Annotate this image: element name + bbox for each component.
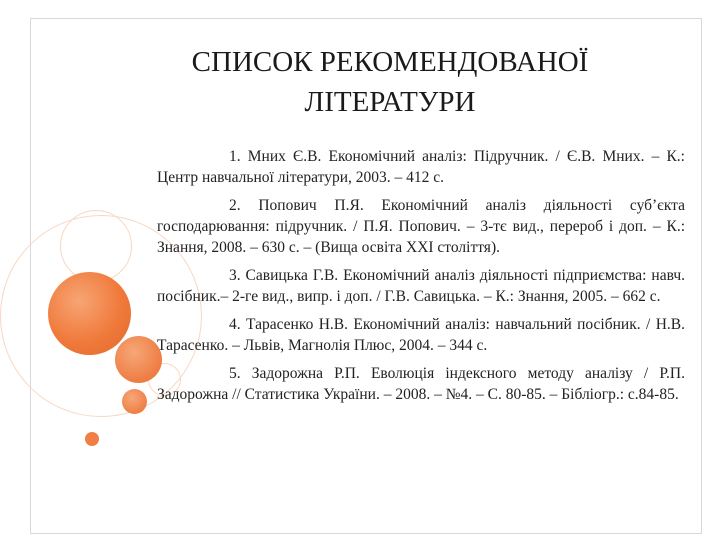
- reference-item-3: 3. Савицька Г.В. Економічний аналіз діяльності підприємства: навч. посібник.– 2-ге вид., випр. і доп. / Г.В. Савицька. – К.: Знання, 2005. – 662 с.: [157, 267, 685, 305]
- reference-item-5: 5. Задорожна Р.П. Еволюція індексного методу аналізу / Р.П. Задорожна // Статистика України. – 2008. – №4. – С. 80-85. – Бібліогр.: с.84-85.: [157, 365, 685, 403]
- reference-item-1: 1. Мних Є.В. Економічний аналіз: Підручник. / Є.В. Мних. – К.: Центр навчальної літератури, 2003. – 412 с.: [157, 148, 685, 186]
- slide-title-line-1: СПИСОК РЕКОМЕНДОВАНОЇ: [191, 46, 589, 78]
- reference-item-4: 4. Тарасенко Н.В. Економічний аналіз: навчальний посібник. / Н.В. Тарасенко. – Львів, Магнолія Плюс, 2004. – 344 с.: [157, 316, 685, 354]
- decorative-circle-medium: [115, 336, 162, 383]
- slide-title: [140, 42, 640, 122]
- reference-item-2: 2. Попович П.Я. Економічний аналіз діяльності суб’єкта господарювання: підручник. / П.Я. Попович. – 3-тє вид., перероб і доп. – К.: Знання, 2008. – 630 с. – (Вища освіта XXI століття).: [157, 197, 685, 256]
- decorative-circle-tiny: [85, 432, 99, 446]
- reference-list: [157, 146, 685, 412]
- decorative-circle-small: [122, 389, 147, 414]
- decorative-ring: [60, 210, 132, 282]
- decorative-circle-large: [48, 272, 131, 355]
- slide-title-line-2: ЛІТЕРАТУРИ: [304, 86, 476, 118]
